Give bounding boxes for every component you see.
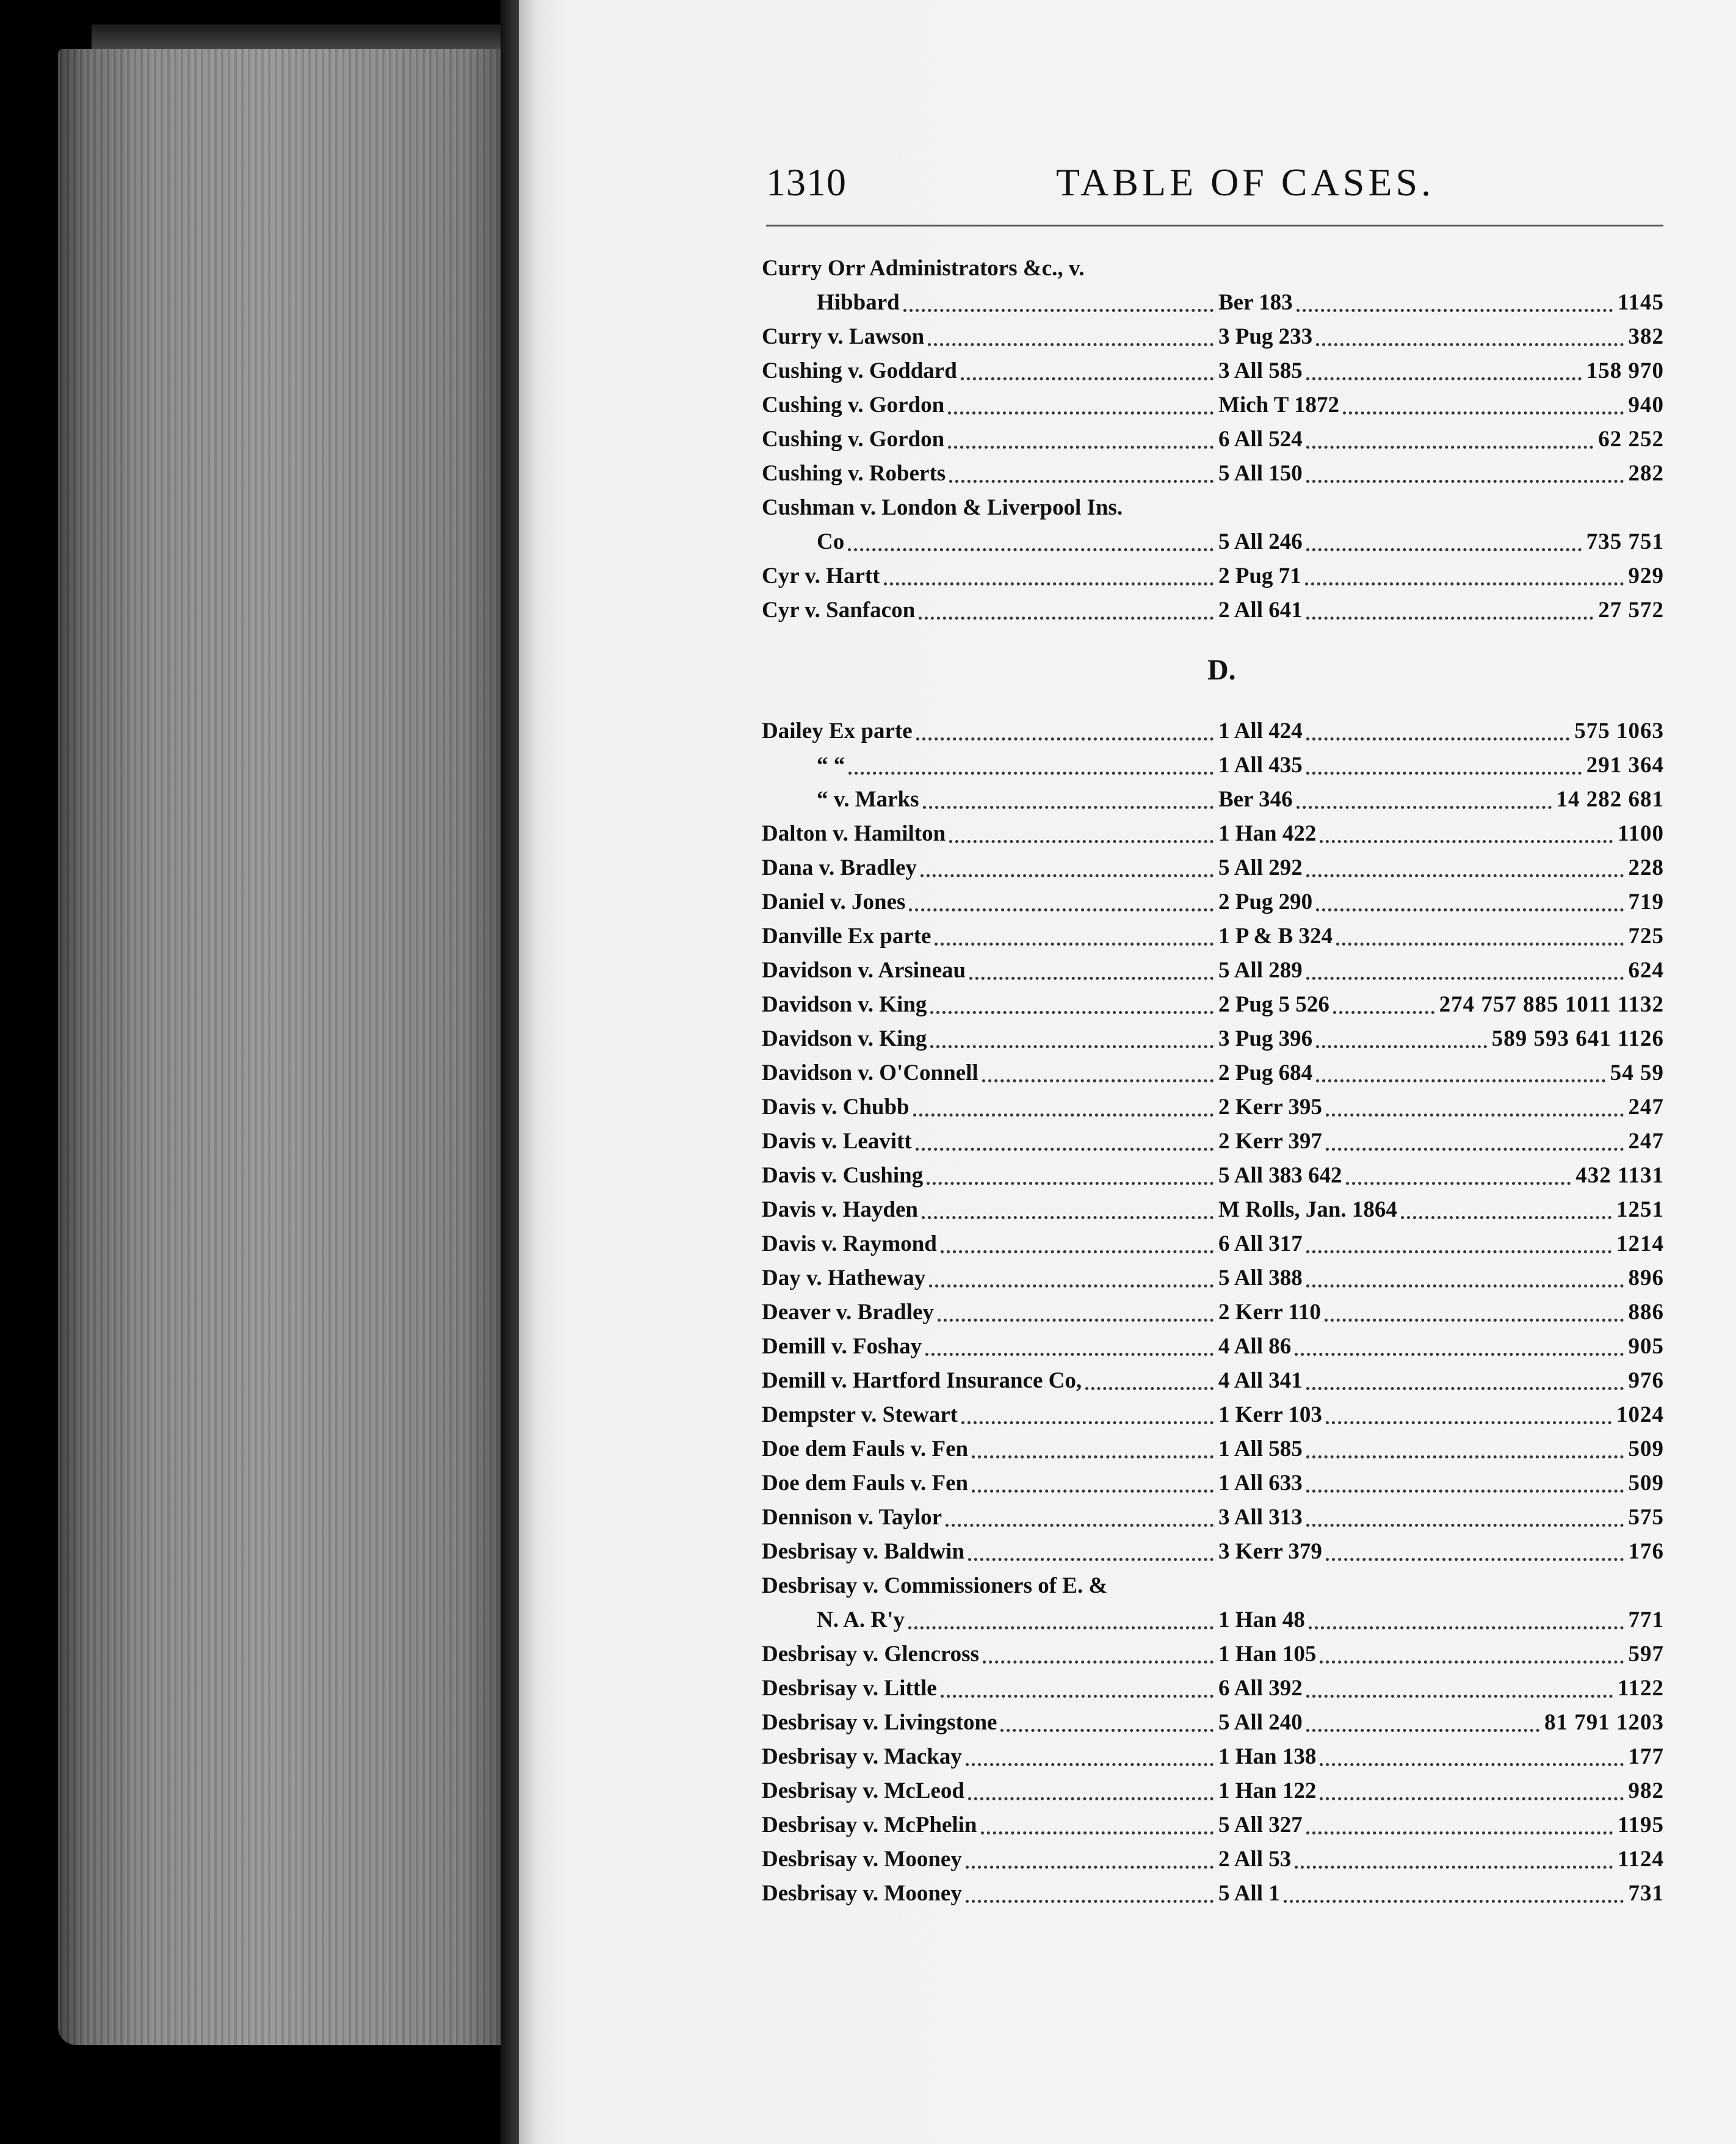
dot-leader [1306, 446, 1594, 449]
dot-leader [938, 1319, 1213, 1322]
page-references: 509 [1628, 1436, 1664, 1461]
dot-leader [1306, 977, 1624, 980]
dot-leader [1305, 582, 1624, 585]
case-name: Day v. Hatheway [762, 1266, 926, 1291]
list-item [762, 320, 1664, 354]
page-references: 509 [1628, 1471, 1664, 1496]
page-references: 982 [1628, 1778, 1664, 1803]
page-references: 1251 [1616, 1197, 1664, 1222]
dot-leader [1306, 1284, 1624, 1287]
citation: 1 All 424 [1218, 719, 1303, 744]
dot-leader [1306, 1250, 1611, 1253]
dot-leader [972, 1490, 1213, 1493]
citation: Ber 183 [1218, 290, 1293, 315]
dot-leader [1325, 1319, 1624, 1322]
dot-leader [923, 806, 1213, 809]
list-item [762, 593, 1664, 628]
dot-leader [1295, 1353, 1623, 1356]
list-item [762, 1364, 1664, 1398]
case-name: “ “ [817, 753, 845, 778]
dot-leader [916, 737, 1213, 741]
citation: Mich T 1872 [1218, 393, 1340, 418]
dot-leader [1306, 480, 1624, 483]
list-item [762, 525, 1664, 559]
citation: 1 Han 105 [1218, 1642, 1317, 1667]
list-item [762, 748, 1664, 783]
page-references: 1195 [1618, 1813, 1664, 1838]
dot-leader [1000, 1729, 1213, 1732]
case-name: Demill v. Foshay [762, 1334, 922, 1359]
citation: Ber 346 [1218, 787, 1293, 812]
page-references: 158 970 [1586, 358, 1664, 383]
dot-leader [1297, 806, 1552, 809]
page-references: 929 [1628, 563, 1664, 589]
list-item [762, 1501, 1664, 1535]
citation: 1 P & B 324 [1218, 924, 1333, 949]
list-item [762, 559, 1664, 593]
list-item [762, 1159, 1664, 1193]
list-item [762, 783, 1664, 817]
dot-leader [982, 1079, 1213, 1082]
dot-leader [1306, 1524, 1624, 1527]
list-item [762, 1125, 1664, 1159]
citation: 1 Han 138 [1218, 1744, 1317, 1769]
list-item [762, 1398, 1664, 1432]
dot-leader [949, 480, 1213, 483]
list-item [762, 1740, 1664, 1774]
dot-leader [948, 446, 1213, 449]
page-references: 27 572 [1598, 598, 1664, 623]
dot-leader [1306, 548, 1582, 551]
dot-leader [972, 1455, 1213, 1458]
list-item [762, 1261, 1664, 1295]
dot-leader [946, 1524, 1213, 1527]
citation: 1 Han 422 [1218, 821, 1317, 846]
case-name: Davis v. Leavitt [762, 1129, 912, 1154]
citation: 1 All 633 [1218, 1471, 1303, 1496]
case-name: Desbrisay v. Glencross [762, 1642, 979, 1667]
case-name: Cyr v. Sanfacon [762, 598, 916, 623]
dot-leader [919, 617, 1213, 620]
dot-leader [961, 1421, 1213, 1424]
case-name: Cushman v. London & Liverpool Ins. [762, 495, 1123, 520]
dot-leader [848, 548, 1213, 551]
page-references: 575 1063 [1574, 719, 1664, 744]
case-name: N. A. R'y [817, 1607, 905, 1632]
case-name: Cushing v. Goddard [762, 358, 957, 383]
page-references: 731 [1628, 1881, 1664, 1906]
case-name: Daniel v. Jones [762, 889, 906, 914]
case-name: Desbrisay v. Livingstone [762, 1710, 997, 1735]
page-references: 274 757 885 1011 1132 [1439, 992, 1664, 1017]
dot-leader [1306, 1490, 1624, 1493]
dot-leader [913, 1114, 1213, 1117]
list-item [762, 851, 1664, 885]
dot-leader [927, 1182, 1213, 1185]
dot-leader [1316, 343, 1623, 346]
page-references: 1214 [1616, 1231, 1664, 1256]
case-name: Davidson v. O'Connell [762, 1060, 978, 1085]
case-name: “ v. Marks [817, 787, 919, 812]
page-references: 282 [1628, 461, 1664, 486]
dot-leader [848, 772, 1213, 775]
dot-leader [961, 377, 1213, 380]
page-references: 1100 [1618, 821, 1664, 846]
dot-leader [1309, 1626, 1624, 1629]
citation: 5 All 1 [1218, 1881, 1280, 1906]
dot-leader [935, 943, 1213, 946]
case-name: Desbrisay v. Baldwin [762, 1539, 965, 1564]
case-name: Deaver v. Bradley [762, 1300, 934, 1325]
dot-leader [1295, 1866, 1613, 1869]
citation: M Rolls, Jan. 1864 [1218, 1197, 1397, 1222]
dot-leader [1320, 840, 1613, 843]
case-name: Desbrisay v. Commissioners of E. & [762, 1573, 1108, 1598]
dot-leader [969, 977, 1213, 980]
citation: 4 All 86 [1218, 1334, 1292, 1359]
page-number: 1310 [766, 161, 847, 204]
dot-leader [983, 1661, 1213, 1664]
case-name: Dennison v. Taylor [762, 1505, 942, 1530]
page-references: 291 364 [1586, 753, 1664, 778]
dot-leader [922, 1216, 1213, 1219]
dot-leader [1326, 1148, 1624, 1151]
citation: 2 Pug 5 526 [1218, 992, 1329, 1017]
citation: 3 Pug 233 [1218, 324, 1313, 349]
citation: 1 Han 122 [1218, 1778, 1317, 1803]
dot-leader [925, 1353, 1213, 1356]
citation: 3 Kerr 379 [1218, 1539, 1322, 1564]
citation: 1 Han 48 [1218, 1607, 1305, 1632]
case-name: Davis v. Chubb [762, 1095, 910, 1120]
list-item [762, 954, 1664, 988]
dot-leader [930, 1045, 1213, 1048]
case-name: Curry Orr Administrators &c., v. [762, 256, 1085, 281]
citation: 2 All 641 [1218, 598, 1303, 623]
list-item [762, 1432, 1664, 1466]
list-item [762, 1877, 1664, 1911]
citation: 4 All 341 [1218, 1368, 1303, 1393]
list-item [762, 1842, 1664, 1877]
page-references: 177 [1628, 1744, 1664, 1769]
case-name: Davidson v. King [762, 1026, 927, 1051]
dot-leader [1306, 1387, 1624, 1390]
dot-leader [941, 1695, 1213, 1698]
page-references: 14 282 681 [1556, 787, 1664, 812]
page-references: 62 252 [1598, 427, 1664, 452]
dot-leader [966, 1900, 1213, 1903]
citation: 1 All 435 [1218, 753, 1303, 778]
list-item [762, 1637, 1664, 1671]
citation: 2 Kerr 397 [1218, 1129, 1322, 1154]
case-name: Desbrisay v. Mooney [762, 1881, 962, 1906]
dot-leader [1326, 1558, 1624, 1561]
dot-leader [930, 1011, 1213, 1014]
citation: 2 Pug 71 [1218, 563, 1301, 589]
page-references: 54 59 [1610, 1060, 1664, 1085]
citation: 3 Pug 396 [1218, 1026, 1313, 1051]
citation: 5 All 292 [1218, 855, 1303, 880]
dot-leader [908, 1626, 1213, 1629]
case-name: Dailey Ex parte [762, 719, 913, 744]
case-name: Doe dem Fauls v. Fen [762, 1436, 969, 1461]
dot-leader [966, 1763, 1213, 1766]
list-item [762, 1706, 1664, 1740]
dot-leader [1326, 1114, 1624, 1117]
page-title: TABLE OF CASES. [1056, 161, 1435, 204]
list-item [762, 1569, 1664, 1603]
list-item [762, 1774, 1664, 1808]
dot-leader [1320, 1661, 1623, 1664]
list-item [762, 1193, 1664, 1227]
list-item [762, 1671, 1664, 1706]
list-item [762, 1227, 1664, 1261]
dot-leader [920, 874, 1213, 877]
case-name: Cushing v. Gordon [762, 427, 945, 452]
page-references: 719 [1628, 889, 1664, 914]
case-name: Co [817, 529, 845, 554]
list-item [762, 491, 1664, 525]
dot-leader [909, 908, 1213, 911]
dot-leader [1085, 1387, 1213, 1390]
page-references: 597 [1628, 1642, 1664, 1667]
dot-leader [884, 582, 1213, 585]
list-item [762, 457, 1664, 491]
page-references: 1124 [1618, 1847, 1664, 1872]
list-item [762, 885, 1664, 919]
page-references: 575 [1628, 1505, 1664, 1530]
citation: 5 All 246 [1218, 529, 1303, 554]
page-references: 589 593 641 1126 [1491, 1026, 1664, 1051]
case-name: Desbrisay v. Mackay [762, 1744, 962, 1769]
list-item [762, 988, 1664, 1022]
citation: 3 All 585 [1218, 358, 1303, 383]
case-name: Davis v. Raymond [762, 1231, 937, 1256]
page-references: 624 [1628, 958, 1664, 983]
citation: 3 All 313 [1218, 1505, 1303, 1530]
page-references: 896 [1628, 1266, 1664, 1291]
citation: 2 Pug 290 [1218, 889, 1313, 914]
citation: 5 All 388 [1218, 1266, 1303, 1291]
dot-leader [949, 840, 1213, 843]
page-references: 247 [1628, 1129, 1664, 1154]
dot-leader [1346, 1182, 1571, 1185]
dot-leader [1306, 377, 1582, 380]
list-item [762, 1603, 1664, 1637]
citation: 2 Kerr 395 [1218, 1095, 1322, 1120]
dot-leader [948, 411, 1213, 415]
dot-leader [1306, 737, 1570, 741]
dot-leader [1336, 943, 1623, 946]
list-item [762, 1535, 1664, 1569]
page-references: 940 [1628, 393, 1664, 418]
dot-leader [1320, 1797, 1623, 1800]
dot-leader [1306, 1455, 1624, 1458]
page-references: 1145 [1618, 290, 1664, 315]
citation: 5 All 383 642 [1218, 1163, 1342, 1188]
list-item [762, 286, 1664, 320]
case-name: Desbrisay v. Mooney [762, 1847, 962, 1872]
case-name: Hibbard [817, 290, 900, 315]
case-name: Curry v. Lawson [762, 324, 925, 349]
page-references: 1024 [1616, 1402, 1664, 1427]
list-item [762, 1022, 1664, 1056]
page-references: 81 791 1203 [1544, 1710, 1664, 1735]
dot-leader [968, 1558, 1213, 1561]
case-name: Cushing v. Roberts [762, 461, 946, 486]
citation: 6 All 317 [1218, 1231, 1303, 1256]
dot-leader [941, 1250, 1213, 1253]
case-name: Desbrisay v. McLeod [762, 1778, 964, 1803]
dot-leader [1306, 1831, 1613, 1834]
citation: 1 Kerr 103 [1218, 1402, 1322, 1427]
list-item [762, 252, 1664, 286]
dot-leader [929, 1284, 1213, 1287]
citation: 5 All 240 [1218, 1710, 1303, 1735]
dot-leader [968, 1797, 1213, 1800]
list-item [762, 1295, 1664, 1330]
citation: 5 All 289 [1218, 958, 1303, 983]
dot-leader [1320, 1763, 1623, 1766]
case-name: Davidson v. King [762, 992, 927, 1017]
page-references: 228 [1628, 855, 1664, 880]
page-references: 176 [1628, 1539, 1664, 1564]
page-references: 905 [1628, 1334, 1664, 1359]
dot-leader [1297, 309, 1613, 312]
dot-leader [1284, 1900, 1624, 1903]
citation: 2 Pug 684 [1218, 1060, 1313, 1085]
list-item [762, 422, 1664, 457]
dot-leader [1306, 617, 1594, 620]
case-name: Davidson v. Arsineau [762, 958, 966, 983]
citation: 5 All 327 [1218, 1813, 1303, 1838]
case-name: Cyr v. Hartt [762, 563, 880, 589]
list-item [762, 1330, 1664, 1364]
page-references: 725 [1628, 924, 1664, 949]
dot-leader [1333, 1011, 1434, 1014]
citation: 1 All 585 [1218, 1436, 1303, 1461]
case-name: Desbrisay v. Little [762, 1676, 937, 1701]
list-item [762, 354, 1664, 388]
dot-leader [1401, 1216, 1611, 1219]
citation: 5 All 150 [1218, 461, 1303, 486]
case-name: Doe dem Fauls v. Fen [762, 1471, 969, 1496]
list-item [762, 714, 1664, 748]
case-name: Cushing v. Gordon [762, 393, 945, 418]
case-name: Davis v. Cushing [762, 1163, 924, 1188]
dot-leader [916, 1148, 1213, 1151]
page-references: 735 751 [1586, 529, 1664, 554]
page-references: 886 [1628, 1300, 1664, 1325]
list-item [762, 919, 1664, 954]
case-name: Danville Ex parte [762, 924, 931, 949]
dot-leader [1306, 1695, 1613, 1698]
dot-leader [1343, 411, 1623, 415]
case-name: Dempster v. Stewart [762, 1402, 958, 1427]
case-name: Demill v. Hartford Insurance Co, [762, 1368, 1082, 1393]
dot-leader [1316, 908, 1623, 911]
dot-leader [1306, 772, 1582, 775]
dot-leader [903, 309, 1213, 312]
dot-leader [981, 1831, 1213, 1834]
section-letter: D. [1207, 654, 1236, 686]
dot-leader [966, 1866, 1213, 1869]
dot-leader [1316, 1045, 1487, 1048]
page-references: 382 [1628, 324, 1664, 349]
list-item [762, 388, 1664, 422]
dot-leader [1326, 1421, 1611, 1424]
case-name: Dalton v. Hamilton [762, 821, 946, 846]
list-item [762, 1808, 1664, 1842]
dot-leader [1306, 874, 1624, 877]
page-references: 247 [1628, 1095, 1664, 1120]
page-references: 432 1131 [1575, 1163, 1664, 1188]
citation: 2 All 53 [1218, 1847, 1292, 1872]
citation: 2 Kerr 110 [1218, 1300, 1321, 1325]
case-name: Desbrisay v. McPhelin [762, 1813, 977, 1838]
list-item [762, 1056, 1664, 1090]
page-references: 976 [1628, 1368, 1664, 1393]
case-name: Davis v. Hayden [762, 1197, 918, 1222]
dot-leader [1316, 1079, 1605, 1082]
dot-leader [1306, 1729, 1539, 1732]
dot-leader [928, 343, 1213, 346]
page-references: 771 [1628, 1607, 1664, 1632]
citation: 6 All 392 [1218, 1676, 1303, 1701]
page-references: 1122 [1618, 1676, 1664, 1701]
list-item [762, 1090, 1664, 1125]
case-name: Dana v. Bradley [762, 855, 917, 880]
list-item [762, 817, 1664, 851]
citation: 6 All 524 [1218, 427, 1303, 452]
list-item [762, 1466, 1664, 1501]
